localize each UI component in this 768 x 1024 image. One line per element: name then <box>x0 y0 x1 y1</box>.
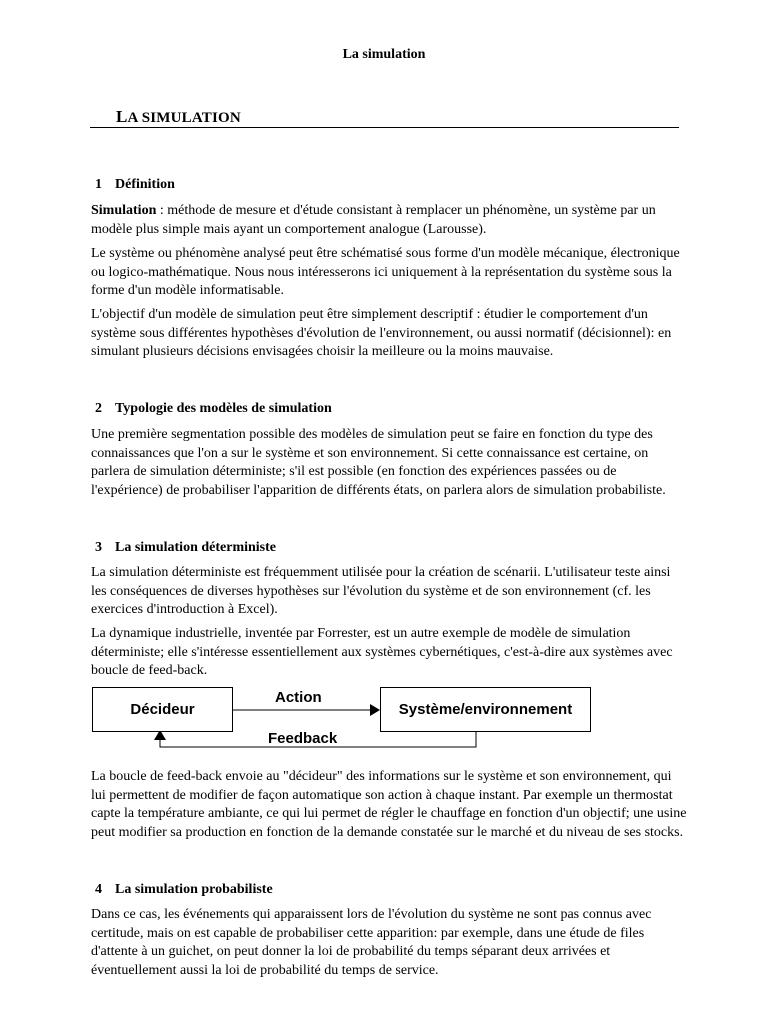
chapter-title <box>116 107 241 127</box>
chapter-title-rest: A SIMULATION <box>127 110 241 126</box>
paragraph: Dans ce cas, les événements qui apparaissent lors de l'évolution du système ne sont pas connus avec certitude, mais on est capable de probabiliser cette apparition: par exemple, dans une étude de files d'attente à un guichet, on peut donner la loi de probabilité du temps séparant deux arrivées et éventuellement aussi la loi de probabilité du temps de service. <box>91 907 652 978</box>
paragraph: La boucle de feed-back envoie au "décideur" des informations sur le système et son environnement, qui lui permettent de modifier de façon automatique son action à chaque instant. Par exemple un thermostat capte la température ambiante, ce qui lui permet de régler le chauffage en fonction d'un objectif; une usine peut modifier sa production en fonction de la demande constatée sur le marché et du niveau de ses stocks. <box>91 769 687 840</box>
chapter-title-initial: L <box>116 107 128 126</box>
decideur-box: Décideur <box>92 687 233 732</box>
section-number: 1 <box>95 177 102 192</box>
feedback-label: Feedback <box>268 730 338 747</box>
action-label: Action <box>275 689 322 706</box>
definition-text: : méthode de mesure et d'étude consistant à remplacer un phénomène, un système par un modèle plus simple mais ayant un comportement analogue (Larousse). <box>91 203 656 237</box>
systeme-box: Système/environnement <box>380 687 591 732</box>
section-title: La simulation probabiliste <box>115 882 273 897</box>
paragraph: La simulation déterministe est fréquemment utilisée pour la création de scénarii. L'utilisateur teste ainsi les conséquences de diverses hypothèses sur l'évolution du système et de son environnement (cf. les exercices d'introduction à Excel). <box>91 565 671 617</box>
section-title: Définition <box>115 177 175 192</box>
section-number: 2 <box>95 401 102 416</box>
definition-term: Simulation <box>91 203 157 218</box>
section-heading-1 <box>95 177 175 193</box>
page-header: La simulation <box>342 47 426 62</box>
section-number: 4 <box>95 882 102 897</box>
section-heading-2 <box>95 401 332 417</box>
section-heading-3 <box>95 540 276 556</box>
chapter-rule <box>90 127 679 128</box>
feedback-loop-diagram <box>88 684 598 756</box>
paragraph: Le système ou phénomène analysé peut être schématisé sous forme d'un modèle mécanique, électronique ou logico-mathématique. Nous nous intéresserons ici uniquement à la représentation du système sous la forme d'un modèle informatisable. <box>91 246 680 298</box>
section-number: 3 <box>95 540 102 555</box>
paragraph: La dynamique industrielle, inventée par Forrester, est un autre exemple de modèle de simulation déterministe; elle s'intéresse essentiellement aux systèmes cybernétiques, c'est-à-dire aux systèmes avec boucle de feed-back. <box>91 626 673 678</box>
action-arrow-head <box>370 704 380 716</box>
paragraph: L'objectif d'un modèle de simulation peut être simplement descriptif : étudier le comportement d'un système sous différentes hypothèses d'évolution de l'environnement, ou aussi normatif (décisionnel): en simulant plusieurs décisions envisagées choisir la meilleure ou la moins mauvaise. <box>91 307 672 359</box>
section-title: La simulation déterministe <box>115 540 276 555</box>
paragraph-definition <box>91 202 687 239</box>
section-heading-4 <box>95 882 273 898</box>
paragraph: Une première segmentation possible des modèles de simulation peut se faire en fonction du type des connaissances que l'on a sur le système et son environnement. Si cette connaissance est certaine, on parlera de simulation déterministe; s'il est possible (en fonction des expériences passées ou de l'expérience) de probabiliser l'apparition de différents états, on parlera alors de simulation probabiliste. <box>91 427 666 498</box>
section-title: Typologie des modèles de simulation <box>115 401 332 416</box>
